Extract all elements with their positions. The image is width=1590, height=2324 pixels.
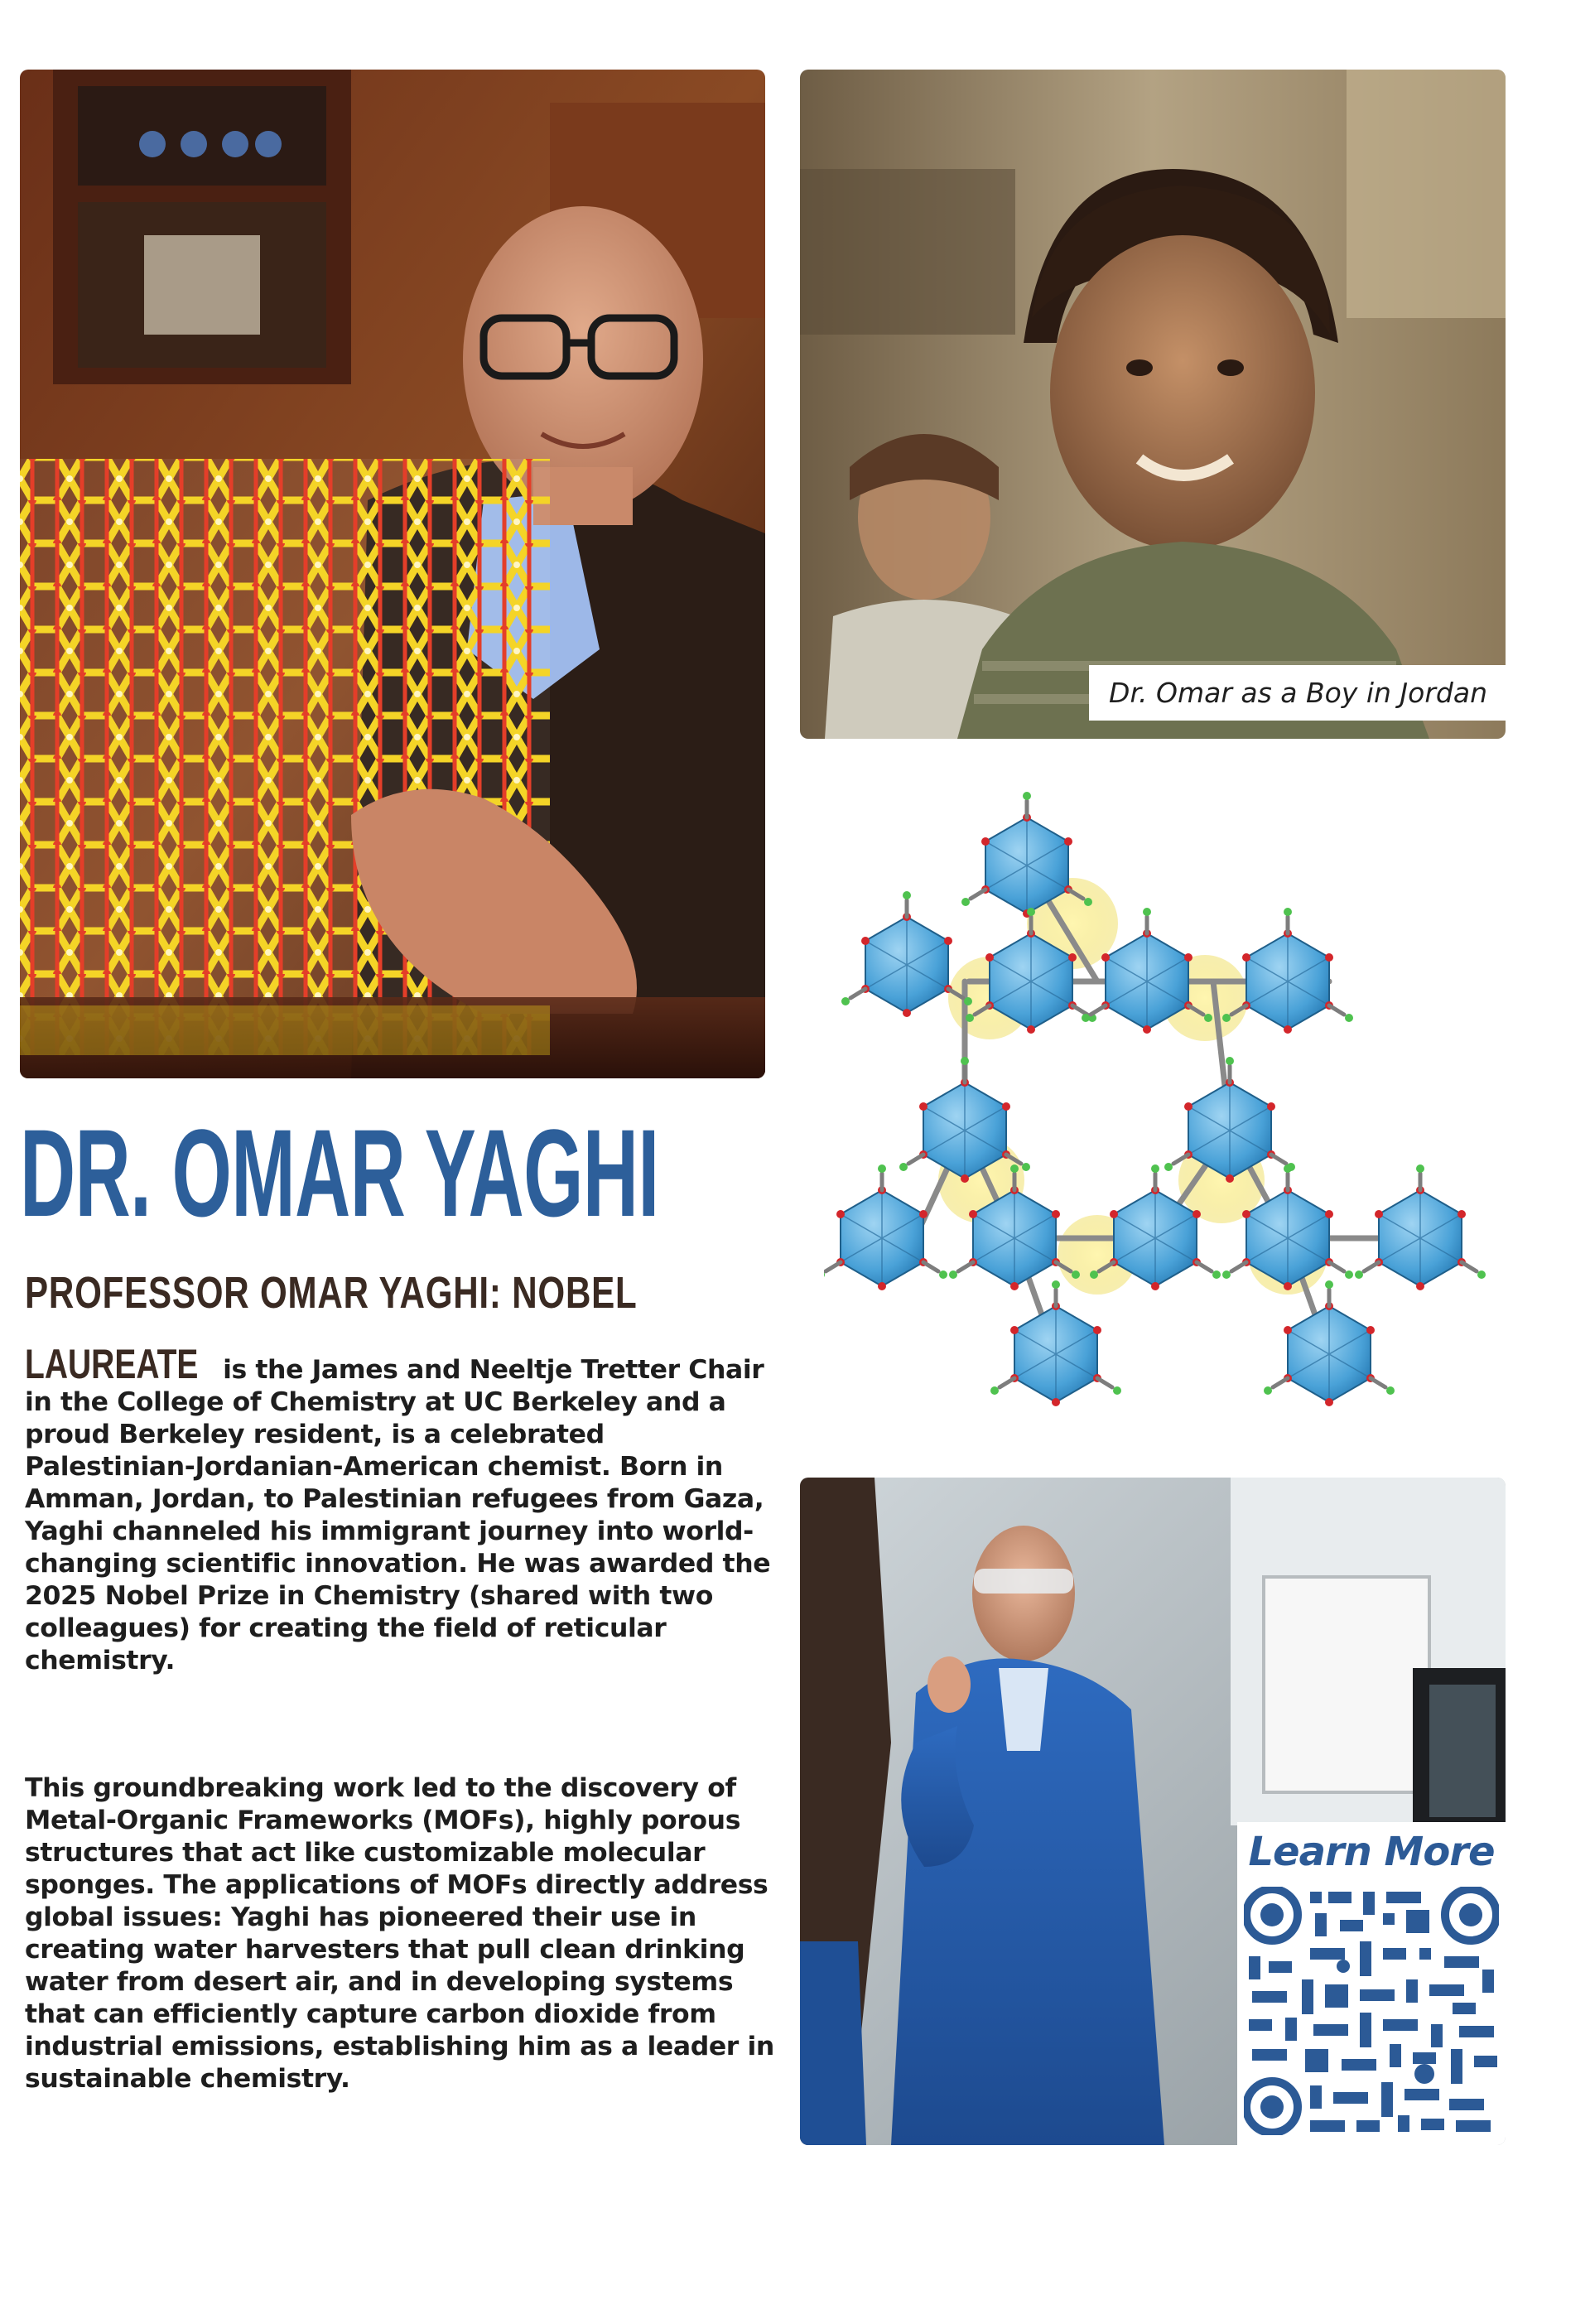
body-paragraph-1 — [25, 1341, 778, 1677]
paragraph-1-text: is the James and Neeltje Tretter Chair in the College of Chemistry at UC Berkeley and a proud Berkeley resident, is a celebrated Palestinian-Jordanian-American chemist. Born in Amman, Jordan, to Palestinian refugees from Gaza, Yaghi channeled his immigrant journey into world-changing scientific innovation. He was awarded the 2025 Nobel Prize in Chemistry (shared with two colleagues) for creating the field of reticular chemistry. — [25, 1355, 771, 1675]
subtitle-continuation: LAUREATE — [25, 1341, 199, 1387]
learn-more-label: Learn More — [1248, 1829, 1495, 1875]
mof-structure-illustration — [824, 791, 1503, 1420]
qr-code-icon[interactable] — [1244, 1887, 1499, 2135]
lab-photo — [800, 1478, 1506, 2145]
subtitle: PROFESSOR OMAR YAGHI: NOBEL — [25, 1268, 638, 1318]
qr-panel[interactable] — [1237, 1822, 1506, 2145]
photo-caption: Dr. Omar as a Boy in Jordan — [1089, 665, 1506, 721]
childhood-photo — [800, 70, 1506, 739]
body-paragraph-2: This groundbreaking work led to the discovery of Metal-Organic Frameworks (MOFs), highly porous structures that act like customizable molecular sponges. The applications of MOFs directly address global issues: Yaghi has pioneered their use in creating water harvesters that pull clean drinking water from desert air, and in developing systems that can efficiently capture carbon dioxide from industrial emissions, establishing him as a leader in sustainable chemistry. — [25, 1773, 774, 2094]
page-title: DR. OMAR YAGHI — [20, 1103, 659, 1242]
portrait-photo — [20, 70, 765, 1078]
